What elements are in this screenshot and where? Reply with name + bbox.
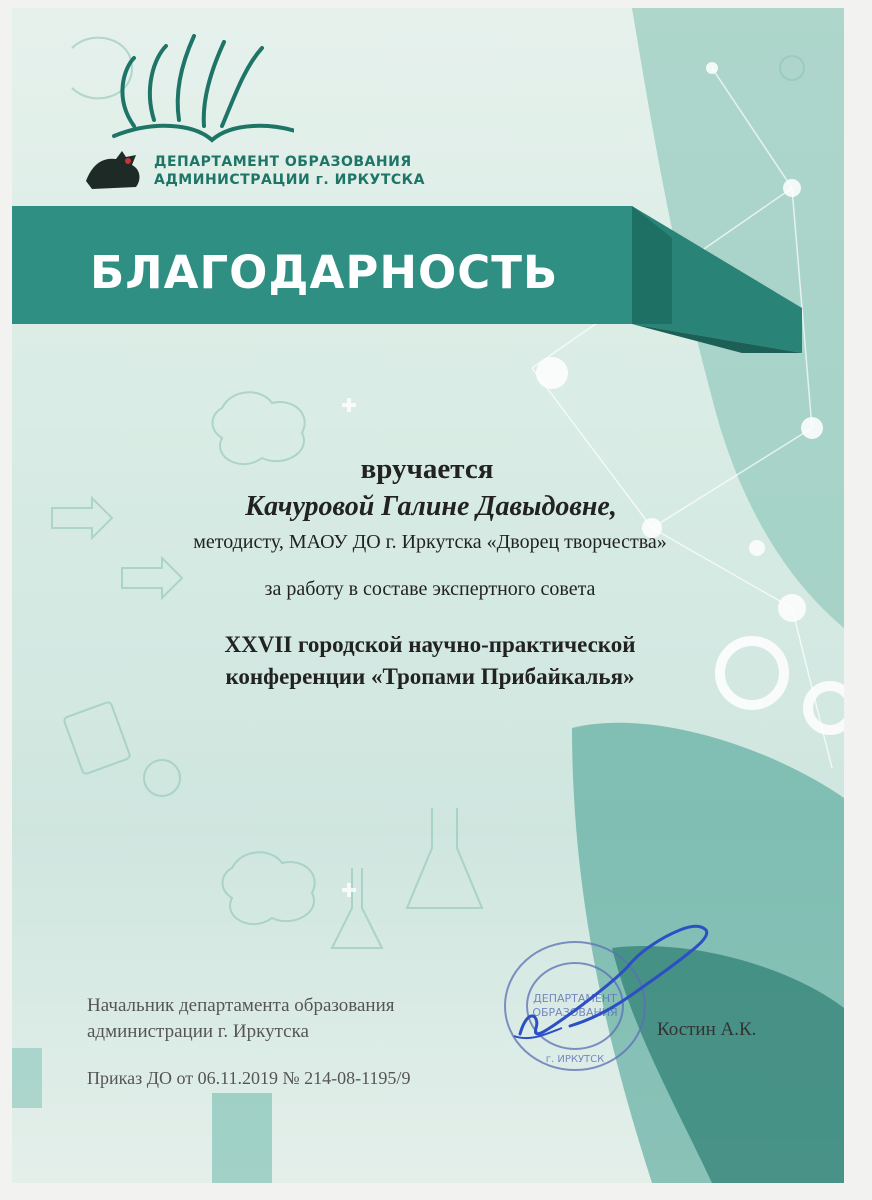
irkutsk-coat-of-arms-icon <box>82 145 146 195</box>
recipient-position: методисту, МАОУ ДО г. Иркутска «Дворец творчества» <box>193 531 667 553</box>
conference-line1: XXVII городской научно-практической <box>224 632 636 657</box>
stamp-center-line2: ОБРАЗОВАНИЯ <box>532 1006 618 1019</box>
open-book-logo-icon <box>94 28 294 148</box>
order-reference: Приказ ДО от 06.11.2019 № 214-08-1195/9 <box>87 1068 411 1088</box>
conference-line2: конференции «Тропами Прибайкалья» <box>225 664 635 689</box>
department-name <box>154 153 425 189</box>
stamp-center-line1: ДЕПАРТАМЕНТ <box>533 992 617 1005</box>
certificate-title: БЛАГОДАРНОСТЬ <box>90 246 559 299</box>
department-line1: ДЕПАРТАМЕНТ ОБРАЗОВАНИЯ <box>154 154 412 170</box>
handwritten-signature <box>510 916 730 1056</box>
awarded-text: вручается <box>360 453 494 485</box>
department-line2: АДМИНИСТРАЦИИ г. ИРКУТСКА <box>154 172 425 188</box>
signatory-role-line2: администрации г. Иркутска <box>87 1021 309 1042</box>
signatory-name: Костин А.К. <box>657 1019 757 1040</box>
recipient-name: Качуровой Галине Давыдовне, <box>245 491 617 522</box>
stamp-bottom-text: г. ИРКУТСК <box>545 1054 605 1065</box>
signatory-role-line1: Начальник департамента образования <box>87 995 395 1016</box>
award-reason: за работу в составе экспертного совета <box>264 578 596 600</box>
certificate-sheet <box>12 8 844 1183</box>
signatory-role <box>87 993 395 1045</box>
